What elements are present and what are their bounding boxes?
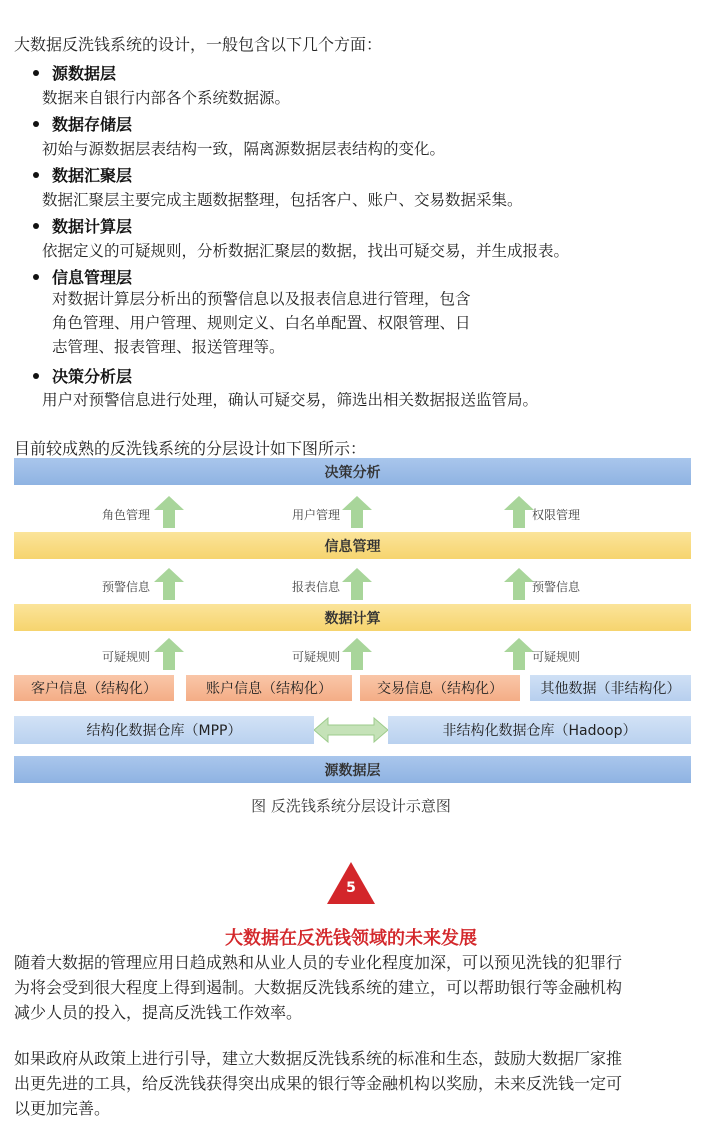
bullet-icon bbox=[33, 121, 39, 127]
paragraph-line: 如果政府从政策上进行引导，建立大数据反洗钱系统的标准和生态，鼓励大数据厂家推 bbox=[14, 1049, 623, 1068]
bullet-icon bbox=[33, 274, 39, 280]
up-arrow-icon bbox=[342, 496, 372, 528]
diagram-intro: 目前较成熟的反洗钱系统的分层设计如下图所示： bbox=[14, 439, 367, 458]
info-bar: 信息管理 bbox=[14, 532, 691, 559]
arrow-label: 用户管理 bbox=[292, 508, 341, 522]
bullet-icon bbox=[33, 172, 39, 178]
paragraph-line: 为将会受到很大程度上得到遏制。大数据反洗钱系统的建立，可以帮助银行等金融机构 bbox=[14, 978, 623, 997]
up-arrow-icon bbox=[342, 638, 372, 670]
transaction-info-box: 交易信息（结构化） bbox=[360, 675, 520, 701]
arrow-label: 可疑规则 bbox=[102, 650, 151, 664]
paragraph-line: 减少人员的投入，提高反洗钱工作效率。 bbox=[14, 1003, 303, 1022]
arrow-label: 可疑规则 bbox=[292, 650, 341, 664]
up-arrow-icon bbox=[504, 638, 534, 670]
hadoop-warehouse: 非结构化数据仓库（Hadoop） bbox=[388, 716, 691, 744]
double-arrow-icon bbox=[314, 716, 388, 744]
paragraph bbox=[14, 1046, 694, 1121]
account-info-box: 账户信息（结构化） bbox=[186, 675, 352, 701]
source-bar: 源数据层 bbox=[14, 756, 691, 783]
layer-desc: 数据汇聚层主要完成主题数据整理，包括客户、账户、交易数据采集。 bbox=[42, 191, 523, 209]
paragraph-line: 以更加完善。 bbox=[14, 1099, 111, 1118]
layer-desc-line: 对数据计算层分析出的预警信息以及报表信息进行管理，包含 bbox=[52, 290, 471, 308]
layer-desc-line: 志管理、报表管理、报送管理等。 bbox=[52, 338, 285, 356]
bullet-icon bbox=[33, 373, 39, 379]
bullet-icon bbox=[33, 70, 39, 76]
up-arrow-icon bbox=[342, 568, 372, 600]
customer-info-box: 客户信息（结构化） bbox=[14, 675, 174, 701]
paragraph-line: 随着大数据的管理应用日趋成熟和从业人员的专业化程度加深，可以预见洗钱的犯罪行 bbox=[14, 953, 623, 972]
layer-desc: 初始与源数据层表结构一致，隔离源数据层表结构的变化。 bbox=[42, 140, 446, 158]
up-arrow-icon bbox=[154, 496, 184, 528]
mpp-warehouse: 结构化数据仓库（MPP） bbox=[14, 716, 314, 744]
figure-caption: 图 反洗钱系统分层设计示意图 bbox=[251, 797, 451, 815]
arrow-label: 权限管理 bbox=[532, 508, 581, 522]
layer-diagram bbox=[14, 458, 692, 788]
arrow-label: 可疑规则 bbox=[532, 650, 581, 664]
up-arrow-icon bbox=[154, 638, 184, 670]
up-arrow-icon bbox=[504, 568, 534, 600]
other-data-box: 其他数据（非结构化） bbox=[530, 675, 691, 701]
layer-title: 信息管理层 bbox=[52, 268, 133, 287]
paragraph-line: 出更先进的工具，给反洗钱获得突出成果的银行等金融机构以奖励，未来反洗钱一定可 bbox=[14, 1074, 623, 1093]
layer-desc: 数据来自银行内部各个系统数据源。 bbox=[42, 89, 291, 107]
layer-title: 数据存储层 bbox=[52, 115, 133, 134]
arrow-label: 报表信息 bbox=[292, 580, 341, 594]
up-arrow-icon bbox=[504, 496, 534, 528]
layer-title: 数据计算层 bbox=[52, 217, 133, 236]
layer-desc bbox=[52, 287, 572, 359]
section-number: 5 bbox=[346, 880, 356, 896]
layer-title: 决策分析层 bbox=[52, 367, 133, 386]
arrow-label: 预警信息 bbox=[102, 580, 151, 594]
arrow-label: 预警信息 bbox=[532, 580, 581, 594]
layer-title: 数据汇聚层 bbox=[52, 166, 133, 185]
paragraph bbox=[14, 950, 694, 1025]
layer-title: 源数据层 bbox=[52, 64, 117, 83]
decision-bar: 决策分析 bbox=[14, 458, 691, 485]
layer-desc: 用户对预警信息进行处理，确认可疑交易，筛选出相关数据报送监管局。 bbox=[42, 391, 539, 409]
bullet-icon bbox=[33, 223, 39, 229]
arrow-label: 角色管理 bbox=[102, 508, 151, 522]
layer-desc: 依据定义的可疑规则，分析数据汇聚层的数据，找出可疑交易，并生成报表。 bbox=[42, 242, 570, 260]
section-title: 大数据在反洗钱领域的未来发展 bbox=[225, 928, 477, 949]
up-arrow-icon bbox=[154, 568, 184, 600]
intro-text: 大数据反洗钱系统的设计，一般包含以下几个方面： bbox=[14, 35, 383, 54]
compute-bar: 数据计算 bbox=[14, 604, 691, 631]
layer-desc-line: 角色管理、用户管理、规则定义、白名单配置、权限管理、日 bbox=[52, 314, 471, 332]
